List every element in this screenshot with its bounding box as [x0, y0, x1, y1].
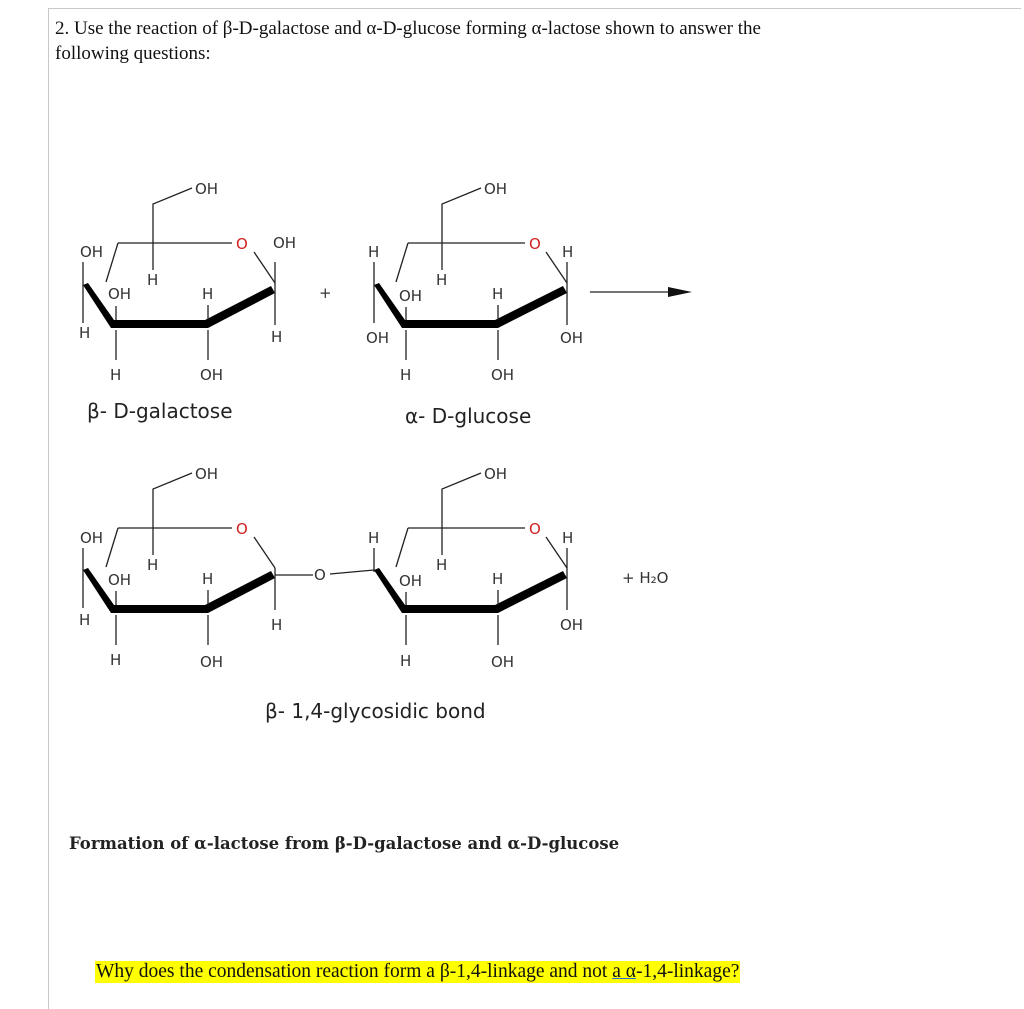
question-prompt	[95, 961, 740, 983]
glc-c1-h: H	[562, 243, 574, 261]
glc-ch2oh-label: OH	[484, 180, 508, 198]
gal-c4-h-bottom: H	[79, 324, 91, 342]
question-underlined: a α	[612, 961, 636, 982]
gal-c3-h: H	[110, 366, 122, 384]
prod-glc-c4-h: H	[368, 529, 380, 547]
gal-c1-h: H	[271, 328, 283, 346]
glc-c3-oh: OH	[399, 287, 423, 305]
prod-glc-ch2oh-label: OH	[484, 465, 508, 483]
galactose-structure	[79, 180, 296, 423]
gal-ch2oh-label: OH	[195, 180, 219, 198]
glycosidic-linker	[275, 566, 374, 584]
glc-c4-oh-bottom: OH	[366, 329, 390, 347]
linker-oxygen: O	[314, 566, 326, 584]
prod-gal-c3-h: H	[110, 651, 122, 669]
gal-c2-oh: OH	[200, 366, 224, 384]
prod-glc-c3-h: H	[400, 652, 412, 670]
glycosidic-bond-label: β- 1,4-glycosidic bond	[265, 699, 486, 723]
gal-ring-oxygen: O	[236, 235, 248, 253]
question-prefix: Why does the condensation reaction form a β-1,4-linkage and not	[96, 961, 613, 982]
product-galactose-unit	[79, 465, 282, 671]
glc-ring-oxygen: O	[529, 235, 541, 253]
prod-glc-c5-h: H	[436, 556, 448, 574]
prod-glc-ring-oxygen: O	[529, 520, 541, 538]
glc-c2-h: H	[492, 285, 504, 303]
prod-gal-c4-h: H	[79, 611, 91, 629]
question-header-line1: 2. Use the reaction of β-D-galactose and α-D-glucose forming α-lactose shown to answer the	[55, 18, 761, 39]
question-header-line2: following questions:	[55, 43, 211, 64]
glc-c4-h-top: H	[368, 243, 380, 261]
prod-glc-c2-oh: OH	[491, 653, 515, 671]
galactose-name: β- D-galactose	[87, 399, 233, 423]
glucose-structure	[366, 180, 583, 428]
prod-gal-c1-h: H	[271, 616, 283, 634]
prod-gal-c2-oh: OH	[200, 653, 224, 671]
prod-gal-c5-h: H	[147, 556, 159, 574]
gal-c5-h: H	[147, 271, 159, 289]
gal-c3-oh: OH	[108, 285, 132, 303]
prod-gal-c4-oh: OH	[80, 529, 104, 547]
prod-gal-c3-oh: OH	[108, 571, 132, 589]
gal-c2-h: H	[202, 285, 214, 303]
question-suffix: -1,4-linkage?	[635, 961, 740, 982]
glc-c1-oh: OH	[560, 329, 584, 347]
gal-c4-oh-top: OH	[80, 243, 104, 261]
prod-glc-c1-h: H	[562, 529, 574, 547]
glucose-name: α- D-glucose	[405, 404, 532, 428]
prod-gal-ring-oxygen: O	[236, 520, 248, 538]
plus-sign: +	[319, 284, 332, 302]
prod-gal-c2-h: H	[202, 570, 214, 588]
prod-gal-ch2oh-label: OH	[195, 465, 219, 483]
reaction-arrow	[590, 287, 692, 297]
product-glucose-unit	[368, 465, 583, 671]
prod-glc-c3-oh: OH	[399, 572, 423, 590]
glc-c2-oh: OH	[491, 366, 515, 384]
glc-c5-h: H	[436, 271, 448, 289]
gal-c1-oh: OH	[273, 234, 297, 252]
prod-glc-c1-oh: OH	[560, 616, 584, 634]
glc-c3-h: H	[400, 366, 412, 384]
water-byproduct: + H₂O	[622, 569, 669, 587]
prod-glc-c2-h: H	[492, 570, 504, 588]
figure-caption: Formation of α-lactose from β-D-galactose and α-D-glucose	[69, 834, 620, 853]
